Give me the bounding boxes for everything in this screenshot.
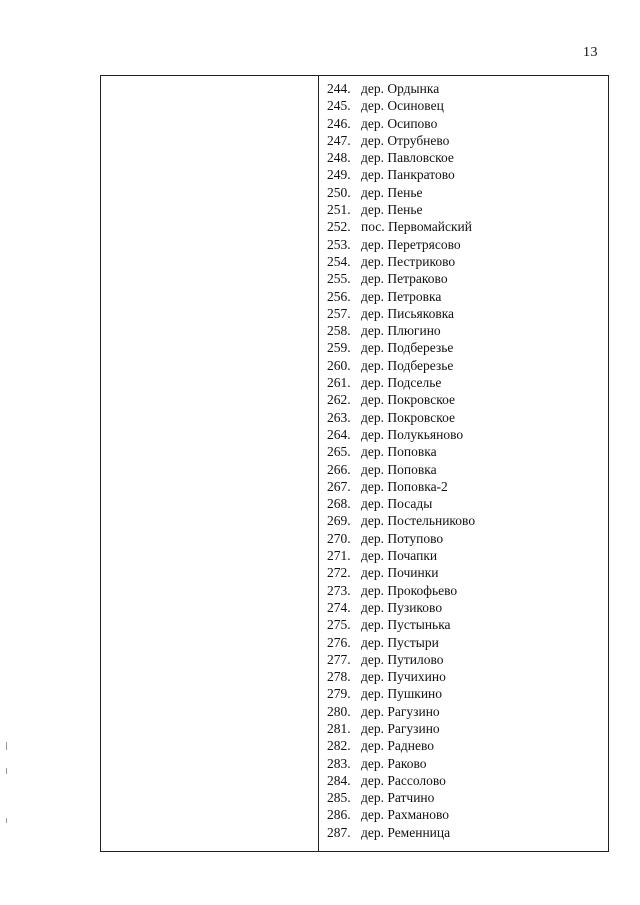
item-number: 244. xyxy=(327,81,351,96)
item-name: дер. Потупово xyxy=(361,530,444,546)
item-name: дер. Рахманово xyxy=(361,807,450,823)
item-name: дер. Ратчино xyxy=(361,790,435,806)
list-item xyxy=(327,149,475,166)
item-name: дер. Почапки xyxy=(361,548,438,564)
item-name: дер. Раднево xyxy=(361,738,434,754)
list-item xyxy=(327,824,475,841)
item-number: 266. xyxy=(327,461,351,477)
item-number: 275. xyxy=(327,617,351,633)
item-name: дер. Прокофьево xyxy=(361,582,458,598)
item-name: дер. Пенье xyxy=(361,202,423,218)
item-name: дер. Перетрясово xyxy=(361,236,461,252)
item-number: 252. xyxy=(327,219,351,235)
item-name: дер. Починки xyxy=(361,565,439,581)
list-item xyxy=(327,253,475,270)
item-number: 263. xyxy=(327,409,351,425)
list-item xyxy=(327,703,475,720)
item-name: дер. Панкратово xyxy=(361,167,455,183)
item-number: 246. xyxy=(327,115,351,131)
table-right-cell xyxy=(319,76,608,851)
list-item xyxy=(327,443,475,460)
item-number: 287. xyxy=(327,824,351,840)
list-item xyxy=(327,426,475,443)
list-item xyxy=(327,236,475,253)
item-number: 269. xyxy=(327,513,351,529)
list-item xyxy=(327,288,475,305)
item-name: дер. Рассолово xyxy=(361,772,446,788)
scan-speck xyxy=(6,768,7,774)
item-name: дер. Полукьяново xyxy=(361,426,464,442)
item-name: дер. Подберезье xyxy=(361,357,454,373)
item-name: дер. Покровское xyxy=(361,392,455,408)
item-name: дер. Ременница xyxy=(361,824,451,840)
item-number: 250. xyxy=(327,184,351,200)
list-item xyxy=(327,409,475,426)
list-item xyxy=(327,547,475,564)
list-item xyxy=(327,806,475,823)
item-name: дер. Покровское xyxy=(361,409,455,425)
scan-speck xyxy=(6,742,7,750)
list-item xyxy=(327,461,475,478)
item-number: 272. xyxy=(327,565,351,581)
item-name: дер. Пузиково xyxy=(361,599,443,615)
list-item xyxy=(327,184,475,201)
item-number: 274. xyxy=(327,599,351,615)
item-name: дер. Раково xyxy=(361,755,427,771)
list-item xyxy=(327,755,475,772)
list-item xyxy=(327,339,475,356)
item-name: дер. Посады xyxy=(361,496,433,512)
list-item xyxy=(327,616,475,633)
item-name: дер. Пенье xyxy=(361,184,423,200)
item-name: дер. Поповка-2 xyxy=(361,478,448,494)
item-number: 255. xyxy=(327,271,351,287)
item-number: 276. xyxy=(327,634,351,650)
list-item xyxy=(327,651,475,668)
list-item xyxy=(327,685,475,702)
item-number: 262. xyxy=(327,392,351,408)
list-item xyxy=(327,132,475,149)
item-number: 261. xyxy=(327,375,351,391)
item-number: 260. xyxy=(327,357,351,373)
item-number: 254. xyxy=(327,253,351,269)
list-item xyxy=(327,166,475,183)
list-item xyxy=(327,530,475,547)
list-item xyxy=(327,322,475,339)
item-name: дер. Подберезье xyxy=(361,340,454,356)
list-item xyxy=(327,218,475,235)
item-name: дер. Пучихино xyxy=(361,669,446,685)
list-item xyxy=(327,374,475,391)
item-name: дер. Осиновец xyxy=(361,98,444,114)
item-name: дер. Павловское xyxy=(361,150,454,166)
page-number: 13 xyxy=(583,45,598,60)
item-number: 282. xyxy=(327,738,351,754)
item-number: 259. xyxy=(327,340,351,356)
item-number: 258. xyxy=(327,323,351,339)
item-number: 265. xyxy=(327,444,351,460)
item-number: 248. xyxy=(327,150,351,166)
item-number: 284. xyxy=(327,772,351,788)
settlement-list xyxy=(327,80,475,841)
item-name: дер. Подселье xyxy=(361,375,442,391)
list-item xyxy=(327,634,475,651)
list-item xyxy=(327,720,475,737)
list-item xyxy=(327,772,475,789)
item-number: 245. xyxy=(327,98,351,114)
table-left-cell xyxy=(101,76,319,851)
item-name: дер. Пустыри xyxy=(361,634,439,650)
item-number: 285. xyxy=(327,790,351,806)
item-name: дер. Ордынка xyxy=(361,81,440,96)
item-name: дер. Плюгино xyxy=(361,323,441,339)
item-name: дер. Путилово xyxy=(361,651,444,667)
item-number: 277. xyxy=(327,651,351,667)
item-name: дер. Письяковка xyxy=(361,305,455,321)
list-item xyxy=(327,201,475,218)
settlements-table xyxy=(100,75,609,852)
item-name: дер. Пестриково xyxy=(361,253,456,269)
list-item xyxy=(327,391,475,408)
item-number: 268. xyxy=(327,496,351,512)
list-item xyxy=(327,357,475,374)
item-name: дер. Пустынька xyxy=(361,617,451,633)
item-name: дер. Отрубнево xyxy=(361,132,450,148)
item-number: 279. xyxy=(327,686,351,702)
list-item xyxy=(327,270,475,287)
item-number: 257. xyxy=(327,305,351,321)
list-item xyxy=(327,582,475,599)
list-item xyxy=(327,789,475,806)
item-name: дер. Пушкино xyxy=(361,686,443,702)
item-number: 247. xyxy=(327,132,351,148)
item-number: 281. xyxy=(327,720,351,736)
item-name: пос. Первомайский xyxy=(361,219,472,235)
list-item xyxy=(327,737,475,754)
item-number: 286. xyxy=(327,807,351,823)
list-item xyxy=(327,668,475,685)
item-number: 267. xyxy=(327,478,351,494)
item-name: дер. Поповка xyxy=(361,444,437,460)
item-number: 253. xyxy=(327,236,351,252)
item-number: 271. xyxy=(327,548,351,564)
list-item xyxy=(327,495,475,512)
scan-speck xyxy=(6,818,7,823)
item-name: дер. Рагузино xyxy=(361,720,440,736)
item-number: 249. xyxy=(327,167,351,183)
item-name: дер. Петраково xyxy=(361,271,448,287)
item-number: 251. xyxy=(327,202,351,218)
list-item xyxy=(327,599,475,616)
item-name: дер. Поповка xyxy=(361,461,437,477)
item-number: 270. xyxy=(327,530,351,546)
list-item xyxy=(327,564,475,581)
item-number: 278. xyxy=(327,669,351,685)
item-name: дер. Петровка xyxy=(361,288,442,304)
item-name: дер. Осипово xyxy=(361,115,438,131)
list-item xyxy=(327,97,475,114)
list-item xyxy=(327,115,475,132)
item-number: 280. xyxy=(327,703,351,719)
item-number: 273. xyxy=(327,582,351,598)
item-number: 256. xyxy=(327,288,351,304)
item-number: 264. xyxy=(327,426,351,442)
list-item xyxy=(327,80,475,97)
list-item xyxy=(327,512,475,529)
item-name: дер. Рагузино xyxy=(361,703,440,719)
list-item xyxy=(327,305,475,322)
item-number: 283. xyxy=(327,755,351,771)
list-item xyxy=(327,478,475,495)
item-name: дер. Постельниково xyxy=(361,513,476,529)
